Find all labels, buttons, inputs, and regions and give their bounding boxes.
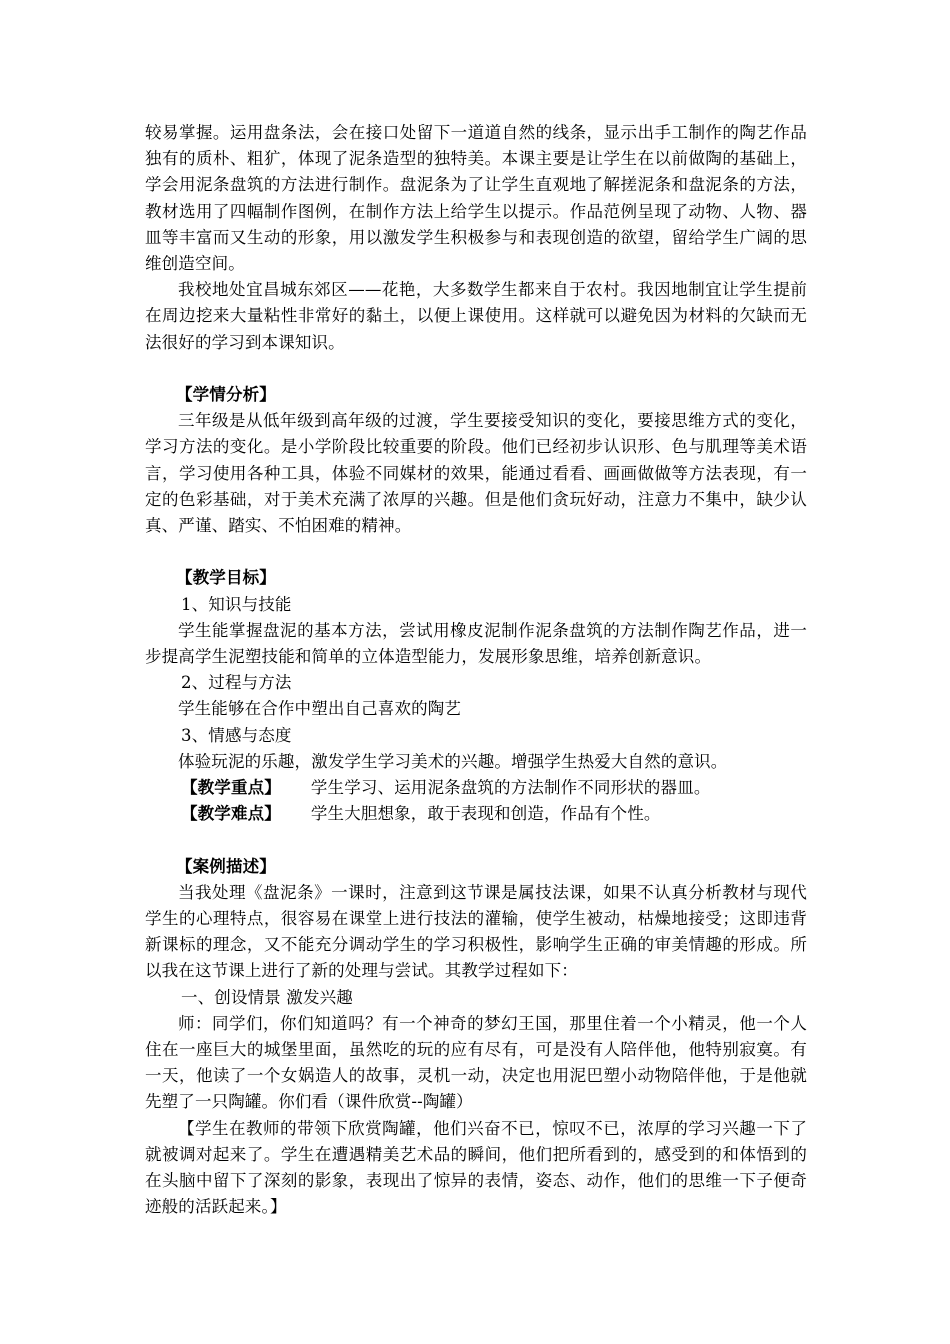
analysis-heading: 【学情分析】: [176, 385, 276, 405]
spacer: [145, 539, 807, 565]
difficulty-line: [145, 801, 807, 827]
goal-2-title: 2、过程与方法: [181, 673, 292, 693]
goal-3-text: 体验玩泥的乐趣，激发学生学习美术的兴趣。增强学生热爱大自然的意识。: [178, 751, 728, 771]
goal-1-text: 学生能掌握盘泥的基本方法，尝试用橡皮泥制作泥条盘筑的方法制作陶艺作品，进一步提高学生泥塑技能和简单的立体造型能力，发展形象思维，培养创新意识。: [145, 620, 807, 667]
goal-1-title: 1、知识与技能: [181, 594, 292, 614]
key-point-label: 【教学重点】: [181, 778, 281, 798]
difficulty-label: 【教学难点】: [181, 804, 281, 824]
key-point-text: 学生学习、运用泥条盘筑的方法制作不同形状的器皿。: [310, 778, 711, 798]
key-point-line: [145, 775, 807, 801]
student-note: 【学生在教师的带领下欣赏陶罐，他们兴奋不已，惊叹不已，浓厚的学习兴趣一下了就被调对起来了。学生在遭遇精美艺术品的瞬间，他们把所看到的，感受到的和体悟到的在头脑中留下了深刻的影象，表现出了惊异的表情，姿态、动作，他们的思维一下子便奇迹般的活跃起来。】: [145, 1118, 807, 1217]
document-page: [145, 120, 807, 1220]
analysis-paragraph: 三年级是从低年级到高年级的过渡，学生要接受知识的变化，要接思维方式的变化，学习方法的变化。是小学阶段比较重要的阶段。他们已经初步认识形、色与肌理等美术语言，学习使用各种工具，体验不同媒材的效果，能通过看看、画画做做等方法表现，有一定的色彩基础，对于美术充满了浓厚的兴趣。但是他们贪玩好动，注意力不集中，缺少认真、严谨、踏实、不怕困难的精神。: [145, 411, 807, 536]
intro-paragraph-1: 较易掌握。运用盘条法，会在接口处留下一道道自然的线条，显示出手工制作的陶艺作品独有的质朴、粗犷，体现了泥条造型的独特美。本课主要是让学生在以前做陶的基础上，学会用泥条盘筑的方法进行制作。盘泥条为了让学生直观地了解搓泥条和盘泥条的方法，教材选用了四幅制作图例，在制作方法上给学生以提示。作品范例呈现了动物、人物、器皿等丰富而又生动的形象，用以激发学生积极参与和表现创造的欲望，留给学生广阔的思维创造空间。: [145, 123, 807, 274]
case-heading: 【案例描述】: [176, 856, 276, 876]
goals-heading: 【教学目标】: [176, 568, 276, 588]
step-1-title: 一、创设情景 激发兴趣: [181, 987, 353, 1007]
difficulty-text: 学生大胆想象，敢于表现和创造，作品有个性。: [310, 804, 661, 824]
spacer: [145, 356, 807, 382]
goal-2-text: 学生能够在合作中塑出自己喜欢的陶艺: [178, 699, 462, 719]
spacer: [145, 827, 807, 853]
intro-paragraph-2: 我校地处宜昌城东郊区——花艳，大多数学生都来自于农村。我因地制宜让学生提前在周边挖来大量粘性非常好的黏土，以便上课使用。这样就可以避免因为材料的欠缺而无法很好的学习到本课知识。: [145, 280, 807, 352]
goal-3-title: 3、情感与态度: [181, 725, 292, 745]
case-paragraph: 当我处理《盘泥条》一课时，注意到这节课是属技法课，如果不认真分析教材与现代学生的心理特点，很容易在课堂上进行技法的灌输，使学生被动，枯燥地接受；这即违背新课标的理念，又不能充分调动学生的学习积极性，影响学生正确的审美情趣的形成。所以我在这节课上进行了新的处理与尝试。其教学过程如下：: [145, 882, 807, 981]
teacher-speech: 师：同学们，你们知道吗？有一个神奇的梦幻王国，那里住着一个小精灵，他一个人住在一座巨大的城堡里面，虽然吃的玩的应有尽有，可是没有人陪伴他，他特别寂寞。有一天，他读了一个女娲造人的故事，灵机一动，决定也用泥巴塑小动物陪伴他，于是他就先塑了一只陶罐。你们看（课件欣赏--陶罐）: [145, 1013, 807, 1112]
